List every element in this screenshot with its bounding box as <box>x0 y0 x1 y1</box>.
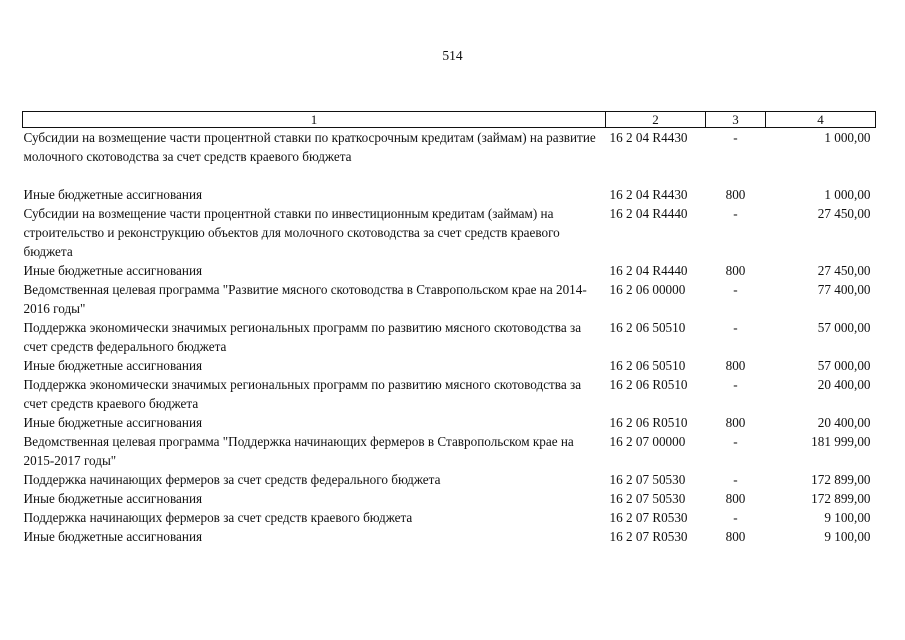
row-type: - <box>733 320 738 335</box>
row-amount: 27 450,00 <box>817 206 871 221</box>
row-code: 16 2 07 R0530 <box>609 510 688 525</box>
row-name: Ведомственная целевая программа "Поддержка начинающих фермеров в Ставропольском крае на 2015-2017 годы" <box>23 434 574 468</box>
table-row <box>23 128 876 167</box>
row-code: 16 2 06 50510 <box>609 358 686 373</box>
row-name: Поддержка начинающих фермеров за счет средств краевого бюджета <box>23 510 413 525</box>
row-code: 16 2 07 50530 <box>609 491 686 506</box>
row-amount: 1 000,00 <box>824 187 871 202</box>
row-name: Иные бюджетные ассигнования <box>23 529 203 544</box>
row-name: Иные бюджетные ассигнования <box>23 187 203 202</box>
row-amount: 1 000,00 <box>824 130 871 145</box>
table-row <box>23 489 876 508</box>
row-name: Субсидии на возмещение части процентной ставки по инвестиционным кредитам (займам) на строительство и реконструкцию объектов для молочного скотоводства за счет средств краевого бюджета <box>23 206 560 259</box>
row-type: - <box>733 206 738 221</box>
table-row <box>23 413 876 432</box>
row-amount: 57 000,00 <box>817 358 871 373</box>
table-row <box>23 280 876 318</box>
header-col-1: 1 <box>23 112 606 128</box>
row-type: - <box>733 434 738 449</box>
row-amount: 77 400,00 <box>817 282 871 297</box>
row-type: - <box>733 130 738 145</box>
row-amount: 181 999,00 <box>811 434 871 449</box>
row-amount: 172 899,00 <box>811 472 871 487</box>
row-code: 16 2 04 R4430 <box>609 130 688 145</box>
budget-table <box>22 111 876 546</box>
table-row <box>23 356 876 375</box>
row-type: 800 <box>725 491 746 506</box>
table-row <box>23 204 876 261</box>
row-code: 16 2 04 R4440 <box>609 206 688 221</box>
table-row <box>23 261 876 280</box>
table-row <box>23 470 876 489</box>
budget-table-container <box>22 111 875 546</box>
table-row <box>23 527 876 546</box>
row-code: 16 2 06 R0510 <box>609 377 688 392</box>
row-name: Субсидии на возмещение части процентной ставки по краткосрочным кредитам (займам) на развитие молочного скотоводства за счет средств краевого бюджета <box>23 130 596 164</box>
row-type: 800 <box>725 529 746 544</box>
row-amount: 172 899,00 <box>811 491 871 506</box>
row-name: Иные бюджетные ассигнования <box>23 415 203 430</box>
header-col-4: 4 <box>766 112 876 128</box>
row-amount: 9 100,00 <box>824 529 871 544</box>
row-name: Поддержка начинающих фермеров за счет средств федерального бюджета <box>23 472 441 487</box>
page-number: 514 <box>442 48 463 63</box>
row-type: - <box>733 472 738 487</box>
row-code: 16 2 07 R0530 <box>609 529 688 544</box>
row-code: 16 2 04 R4440 <box>609 263 688 278</box>
row-name: Поддержка экономически значимых региональных программ по развитию мясного скотоводства за счет средств федерального бюджета <box>23 320 582 354</box>
row-type: - <box>733 510 738 525</box>
header-col-3: 3 <box>706 112 766 128</box>
row-name: Иные бюджетные ассигнования <box>23 491 203 506</box>
row-type: 800 <box>725 358 746 373</box>
table-row <box>23 318 876 356</box>
header-row <box>23 112 876 128</box>
row-amount: 9 100,00 <box>824 510 871 525</box>
table-row <box>23 185 876 204</box>
row-name: Иные бюджетные ассигнования <box>23 358 203 373</box>
row-name: Иные бюджетные ассигнования <box>23 263 203 278</box>
spacer-row <box>23 166 876 185</box>
row-code: 16 2 07 50530 <box>609 472 686 487</box>
row-type: 800 <box>725 187 746 202</box>
header-col-2: 2 <box>606 112 706 128</box>
row-code: 16 2 07 00000 <box>609 434 686 449</box>
table-header <box>23 112 876 128</box>
table-row <box>23 375 876 413</box>
row-type: - <box>733 377 738 392</box>
table-body <box>23 128 876 547</box>
table-row <box>23 508 876 527</box>
row-code: 16 2 06 R0510 <box>609 415 688 430</box>
row-amount: 20 400,00 <box>817 377 871 392</box>
row-amount: 20 400,00 <box>817 415 871 430</box>
row-amount: 57 000,00 <box>817 320 871 335</box>
row-amount: 27 450,00 <box>817 263 871 278</box>
row-type: - <box>733 282 738 297</box>
row-code: 16 2 06 00000 <box>609 282 686 297</box>
row-name: Поддержка экономически значимых региональных программ по развитию мясного скотоводства за счет средств краевого бюджета <box>23 377 582 411</box>
row-code: 16 2 04 R4430 <box>609 187 688 202</box>
row-name: Ведомственная целевая программа "Развитие мясного скотоводства в Ставропольском крае на 2014-2016 годы" <box>23 282 587 316</box>
row-type: 800 <box>725 263 746 278</box>
row-type: 800 <box>725 415 746 430</box>
row-code: 16 2 06 50510 <box>609 320 686 335</box>
table-row <box>23 432 876 470</box>
